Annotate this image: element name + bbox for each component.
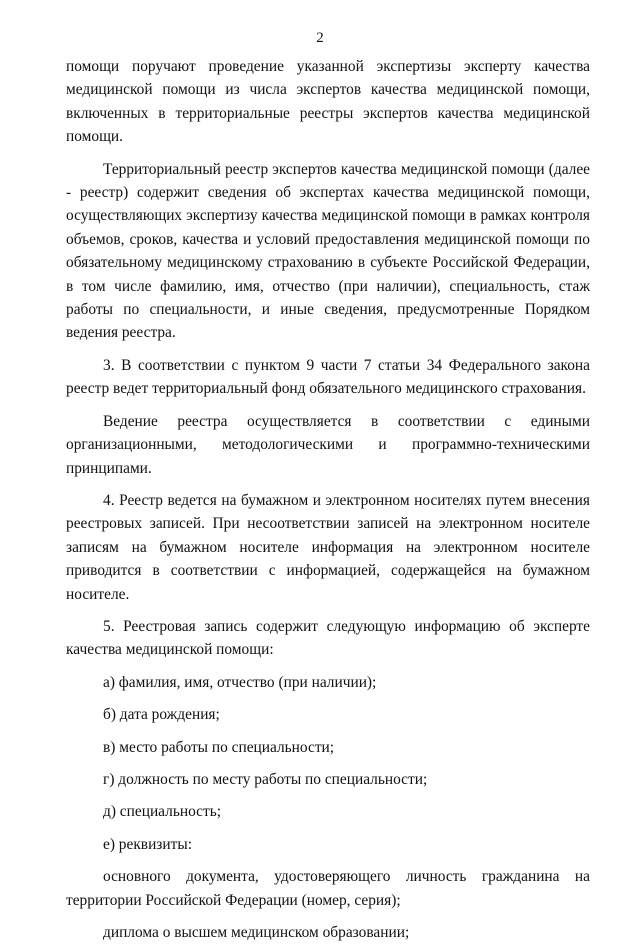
- page-number: 2: [316, 30, 324, 46]
- paragraph-registry-principles: Ведение реестра осуществляется в соответствии с едиными организационными, методологическими и программно-техническими принципами.: [66, 412, 590, 477]
- paragraph-item-3: 3. В соответствии с пунктом 9 части 7 статьи 34 Федерального закона реестр ведет территориальный фонд обязательного медицинского страхования.: [66, 356, 590, 398]
- paragraph-item-4: 4. Реестр ведется на бумажном и электронном носителях путем внесения реестровых записей. При несоответствии записей на электронном носителе записям на бумажном носителе информация на электронном носителе приводится в соответствии с информацией, содержащейся на бумажном носителе.: [66, 491, 590, 603]
- paragraph-item-5: 5. Реестровая запись содержит следующую информацию об эксперте качества медицинской помощи:: [66, 617, 590, 659]
- sub-paragraph-identity-document: основного документа, удостоверяющего личность гражданина на территории Российской Федерации (номер, серия);: [66, 868, 590, 909]
- paragraph-registry-definition: Территориальный реестр экспертов качества медицинской помощи (далее - реестр) содержит сведения об экспертах качества медицинской помощи, осуществляющих экспертизу качества медицинской помощи в рамках контроля объемов, сроков, качества и условий предоставления медицинской помощи по обязательному медицинскому страхованию в субъекте Российской Федерации, в том числе фамилию, имя, отчество (при наличии), специальность, стаж работы по специальности, и иные сведения, предусмотренные Порядком ведения реестра.: [66, 160, 590, 342]
- list-item-g: г) должность по месту работы по специальности;: [103, 770, 428, 788]
- list-item-a: а) фамилия, имя, отчество (при наличии);: [103, 673, 377, 691]
- list-item-e: е) реквизиты:: [103, 835, 192, 853]
- list-item-d: д) специальность;: [103, 803, 222, 821]
- list-item-b: б) дата рождения;: [103, 706, 220, 724]
- sub-paragraph-diploma: диплома о высшем медицинском образовании;: [103, 924, 410, 941]
- document-body: [66, 55, 590, 944]
- list-item-v: в) место работы по специальности;: [103, 738, 335, 756]
- paragraph-continuation: помощи поручают проведение указанной экспертизы эксперту качества медицинской помощи из числа экспертов качества медицинской помощи, включенных в территориальные реестры экспертов качества медицинской помощи.: [66, 58, 590, 146]
